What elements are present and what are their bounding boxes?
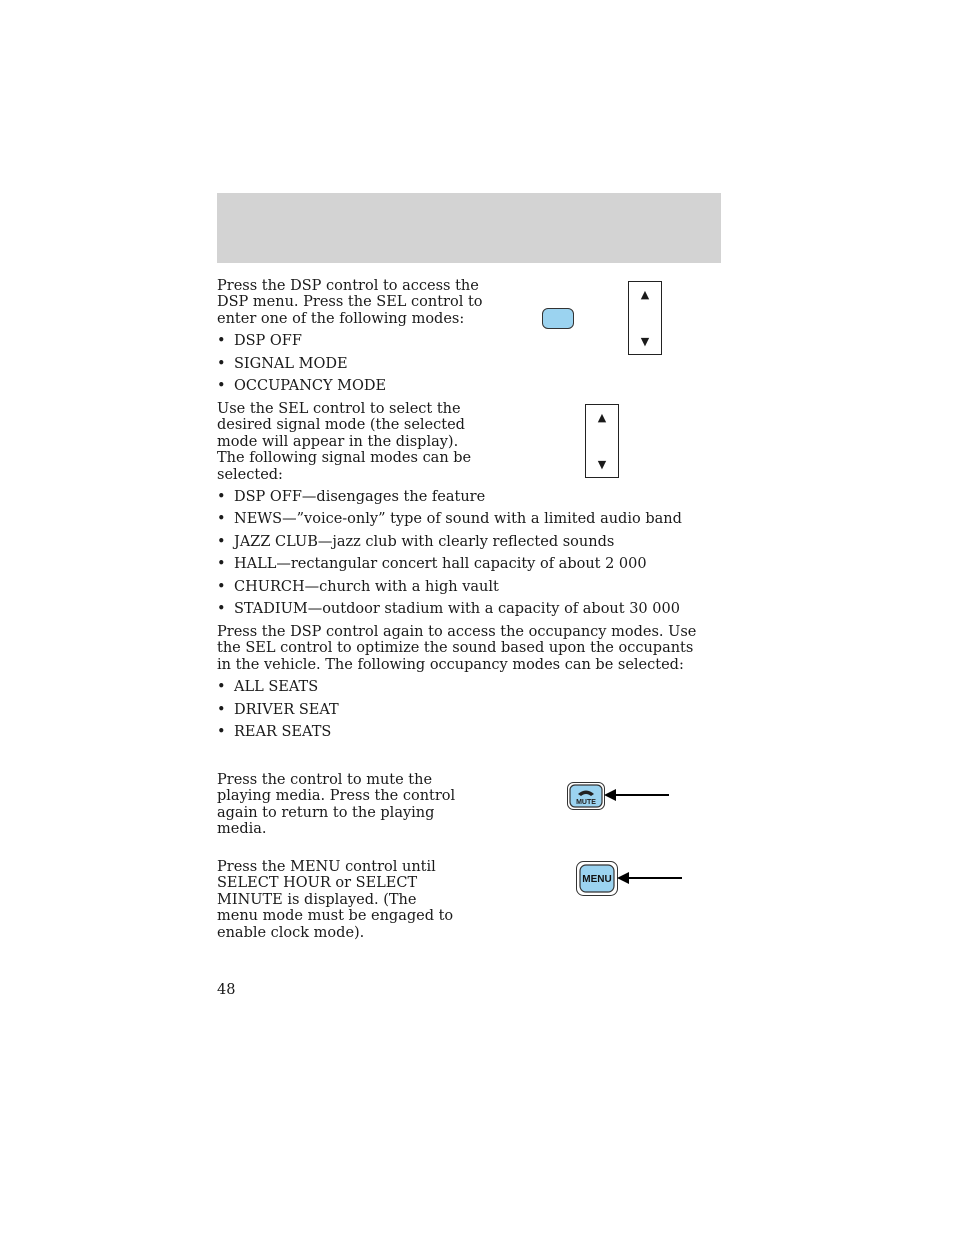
mute-text: Press the control to mute the playing media. Press the control again to return to the playing media. — [217, 772, 456, 838]
sel-rocker-icon — [585, 404, 619, 478]
occupancy-intro-text: Press the DSP control again to access the occupancy modes. Use the SEL control to optimize the sound based upon the occupants in the vehicle. The following occupancy modes can be selected: — [217, 624, 697, 673]
sel-rocker-icon — [628, 281, 662, 355]
list-item: • OCCUPANCY MODE — [217, 378, 387, 394]
up-arrow-icon: ▲ — [597, 411, 607, 424]
arrow-left-icon — [617, 872, 629, 884]
list-item: • DSP OFF—disengages the feature — [217, 489, 486, 505]
page-number: 48 — [217, 982, 236, 998]
arrow-left-icon — [604, 789, 616, 801]
menu-label: MENU — [582, 874, 612, 885]
down-arrow-icon: ▼ — [640, 335, 650, 348]
dsp-intro-text: Press the DSP control to access the DSP menu. Press the SEL control to enter one of the following modes: — [217, 278, 483, 327]
list-item: • CHURCH—church with a high vault — [217, 579, 499, 595]
mute-label: MUTE — [576, 799, 596, 806]
list-item: • HALL—rectangular concert hall capacity of about 2 000 — [217, 556, 647, 572]
menu-button-icon — [575, 860, 685, 902]
list-item: • STADIUM—outdoor stadium with a capacity of about 30 000 — [217, 601, 680, 617]
down-arrow-icon: ▼ — [597, 458, 607, 471]
up-arrow-icon: ▲ — [640, 288, 650, 301]
mute-button-icon — [566, 781, 672, 815]
section-header-bar — [217, 193, 721, 263]
list-item: • NEWS—”voice-only” type of sound with a limited audio band — [217, 511, 682, 527]
list-item: • SIGNAL MODE — [217, 356, 348, 372]
signal-intro-text: Use the SEL control to select the desired signal mode (the selected mode will appear in the display). The following signal modes can be selected: — [217, 401, 472, 483]
dsp-button-icon — [542, 308, 574, 329]
clock-text: Press the MENU control until SELECT HOUR or SELECT MINUTE is displayed. (The menu mode must be engaged to enable clock mode). — [217, 859, 454, 941]
list-item: • REAR SEATS — [217, 724, 332, 740]
list-item: • JAZZ CLUB—jazz club with clearly reflected sounds — [217, 534, 615, 550]
list-item: • ALL SEATS — [217, 679, 319, 695]
list-item: • DSP OFF — [217, 333, 302, 349]
list-item: • DRIVER SEAT — [217, 702, 339, 718]
